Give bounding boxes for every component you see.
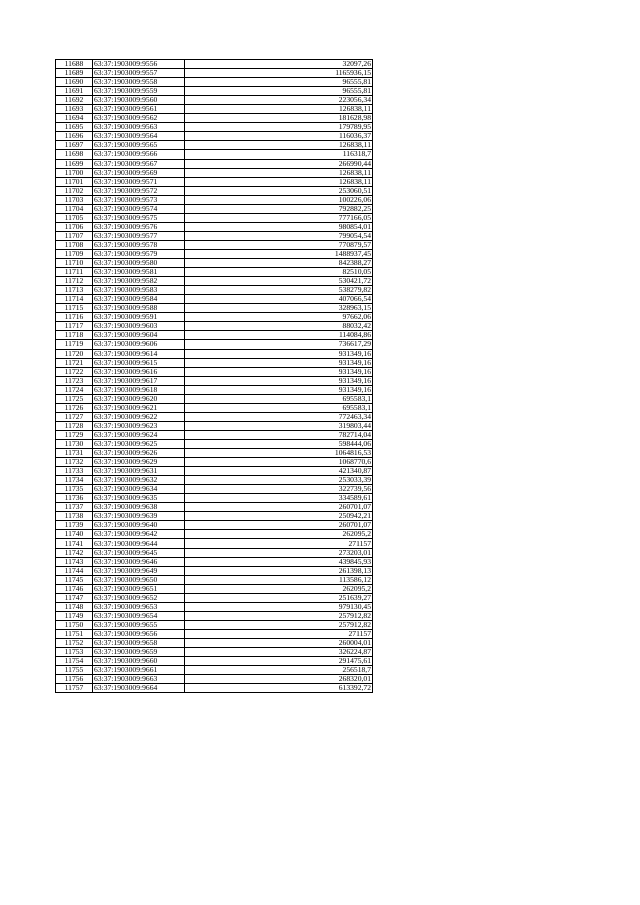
row-number-cell: 11748 — [56, 602, 93, 611]
cadastral-value-cell: 261398,13 — [185, 566, 373, 575]
cadastral-value-cell: 328963,15 — [185, 304, 373, 313]
cadastral-value-cell: 262095,2 — [185, 530, 373, 539]
table-row — [56, 204, 373, 213]
row-number-cell: 11691 — [56, 87, 93, 96]
table-row — [56, 566, 373, 575]
cadastral-number-cell: 63:37:1903009:9620 — [93, 394, 185, 403]
cadastral-value-cell: 257912,82 — [185, 620, 373, 629]
cadastral-number-cell: 63:37:1903009:9573 — [93, 195, 185, 204]
row-number-cell: 11746 — [56, 584, 93, 593]
row-number-cell: 11741 — [56, 539, 93, 548]
row-number-cell: 11708 — [56, 240, 93, 249]
cadastral-number-cell: 63:37:1903009:9640 — [93, 521, 185, 530]
cadastral-number-cell: 63:37:1903009:9574 — [93, 204, 185, 213]
table-row — [56, 295, 373, 304]
table-row — [56, 132, 373, 141]
row-number-cell: 11733 — [56, 467, 93, 476]
cadastral-value-cell: 82510,05 — [185, 268, 373, 277]
row-number-cell: 11756 — [56, 675, 93, 684]
row-number-cell: 11732 — [56, 458, 93, 467]
cadastral-value-cell: 538279,82 — [185, 286, 373, 295]
cadastral-value-cell: 842388,27 — [185, 259, 373, 268]
table-body — [56, 60, 373, 693]
cadastral-number-cell: 63:37:1903009:9654 — [93, 611, 185, 620]
cadastral-number-cell: 63:37:1903009:9629 — [93, 458, 185, 467]
row-number-cell: 11705 — [56, 213, 93, 222]
row-number-cell: 11730 — [56, 439, 93, 448]
cadastral-value-cell: 126838,11 — [185, 141, 373, 150]
table-row — [56, 684, 373, 693]
cadastral-value-cell: 116036,37 — [185, 132, 373, 141]
cadastral-value-cell: 322739,56 — [185, 485, 373, 494]
cadastral-value-cell: 319803,44 — [185, 421, 373, 430]
cadastral-value-cell: 271157 — [185, 539, 373, 548]
cadastral-number-cell: 63:37:1903009:9625 — [93, 439, 185, 448]
cadastral-value-cell: 421340,87 — [185, 467, 373, 476]
cadastral-value-cell: 772463,34 — [185, 412, 373, 421]
row-number-cell: 11711 — [56, 268, 93, 277]
row-number-cell: 11700 — [56, 168, 93, 177]
cadastral-number-cell: 63:37:1903009:9649 — [93, 566, 185, 575]
table-row — [56, 60, 373, 69]
row-number-cell: 11737 — [56, 503, 93, 512]
cadastral-value-cell: 770879,57 — [185, 240, 373, 249]
row-number-cell: 11709 — [56, 249, 93, 258]
row-number-cell: 11718 — [56, 331, 93, 340]
table-row — [56, 657, 373, 666]
row-number-cell: 11727 — [56, 412, 93, 421]
table-row — [56, 530, 373, 539]
table-row — [56, 259, 373, 268]
cadastral-value-cell: 126838,11 — [185, 177, 373, 186]
cadastral-value-cell: 88032,42 — [185, 322, 373, 331]
table-row — [56, 240, 373, 249]
cadastral-value-cell: 931349,16 — [185, 349, 373, 358]
row-number-cell: 11706 — [56, 222, 93, 231]
row-number-cell: 11726 — [56, 403, 93, 412]
row-number-cell: 11720 — [56, 349, 93, 358]
table-row — [56, 304, 373, 313]
cadastral-number-cell: 63:37:1903009:9603 — [93, 322, 185, 331]
cadastral-number-cell: 63:37:1903009:9634 — [93, 485, 185, 494]
cadastral-number-cell: 63:37:1903009:9558 — [93, 78, 185, 87]
cadastral-number-cell: 63:37:1903009:9588 — [93, 304, 185, 313]
table-row — [56, 458, 373, 467]
cadastral-number-cell: 63:37:1903009:9650 — [93, 575, 185, 584]
cadastral-number-cell: 63:37:1903009:9658 — [93, 639, 185, 648]
table-row — [56, 539, 373, 548]
row-number-cell: 11697 — [56, 141, 93, 150]
table-row — [56, 494, 373, 503]
cadastral-number-cell: 63:37:1903009:9566 — [93, 150, 185, 159]
cadastral-number-cell: 63:37:1903009:9561 — [93, 105, 185, 114]
row-number-cell: 11725 — [56, 394, 93, 403]
table-row — [56, 159, 373, 168]
cadastral-number-cell: 63:37:1903009:9584 — [93, 295, 185, 304]
cadastral-number-cell: 63:37:1903009:9622 — [93, 412, 185, 421]
row-number-cell: 11744 — [56, 566, 93, 575]
row-number-cell: 11728 — [56, 421, 93, 430]
cadastral-number-cell: 63:37:1903009:9614 — [93, 349, 185, 358]
cadastral-number-cell: 63:37:1903009:9644 — [93, 539, 185, 548]
row-number-cell: 11736 — [56, 494, 93, 503]
table-row — [56, 449, 373, 458]
cadastral-value-cell: 253033,39 — [185, 476, 373, 485]
table-row — [56, 313, 373, 322]
table-row — [56, 602, 373, 611]
table-row — [56, 277, 373, 286]
table-row — [56, 78, 373, 87]
row-number-cell: 11757 — [56, 684, 93, 693]
cadastral-value-cell: 439845,93 — [185, 557, 373, 566]
table-row — [56, 186, 373, 195]
table-row — [56, 557, 373, 566]
cadastral-number-cell: 63:37:1903009:9556 — [93, 60, 185, 69]
cadastral-number-cell: 63:37:1903009:9604 — [93, 331, 185, 340]
row-number-cell: 11707 — [56, 231, 93, 240]
table-row — [56, 268, 373, 277]
cadastral-value-cell: 100226,06 — [185, 195, 373, 204]
row-number-cell: 11735 — [56, 485, 93, 494]
table-row — [56, 87, 373, 96]
row-number-cell: 11752 — [56, 639, 93, 648]
cadastral-number-cell: 63:37:1903009:9575 — [93, 213, 185, 222]
table-row — [56, 675, 373, 684]
row-number-cell: 11749 — [56, 611, 93, 620]
cadastral-value-cell: 260701,07 — [185, 521, 373, 530]
row-number-cell: 11699 — [56, 159, 93, 168]
cadastral-value-cell: 257912,82 — [185, 611, 373, 620]
cadastral-number-cell: 63:37:1903009:9571 — [93, 177, 185, 186]
cadastral-number-cell: 63:37:1903009:9631 — [93, 467, 185, 476]
cadastral-value-cell: 32097,26 — [185, 60, 373, 69]
cadastral-value-cell: 1488937,45 — [185, 249, 373, 258]
cadastral-number-cell: 63:37:1903009:9646 — [93, 557, 185, 566]
cadastral-number-cell: 63:37:1903009:9576 — [93, 222, 185, 231]
table-row — [56, 322, 373, 331]
cadastral-number-cell: 63:37:1903009:9655 — [93, 620, 185, 629]
cadastral-value-cell: 1064816,53 — [185, 449, 373, 458]
cadastral-value-cell: 326224,87 — [185, 648, 373, 657]
row-number-cell: 11694 — [56, 114, 93, 123]
row-number-cell: 11754 — [56, 657, 93, 666]
cadastral-number-cell: 63:37:1903009:9661 — [93, 666, 185, 675]
cadastral-number-cell: 63:37:1903009:9569 — [93, 168, 185, 177]
cadastral-value-cell: 980854,01 — [185, 222, 373, 231]
table-row — [56, 548, 373, 557]
cadastral-value-cell: 250942,21 — [185, 512, 373, 521]
row-number-cell: 11714 — [56, 295, 93, 304]
cadastral-value-cell: 266990,44 — [185, 159, 373, 168]
cadastral-number-cell: 63:37:1903009:9618 — [93, 385, 185, 394]
cadastral-number-cell: 63:37:1903009:9560 — [93, 96, 185, 105]
cadastral-number-cell: 63:37:1903009:9639 — [93, 512, 185, 521]
table-row — [56, 620, 373, 629]
cadastral-number-cell: 63:37:1903009:9632 — [93, 476, 185, 485]
cadastral-value-cell: 251639,27 — [185, 593, 373, 602]
cadastral-value-cell: 782714,04 — [185, 430, 373, 439]
cadastral-value-cell: 126838,11 — [185, 105, 373, 114]
row-number-cell: 11729 — [56, 430, 93, 439]
cadastral-number-cell: 63:37:1903009:9572 — [93, 186, 185, 195]
table-row — [56, 96, 373, 105]
table-row — [56, 403, 373, 412]
cadastral-number-cell: 63:37:1903009:9563 — [93, 123, 185, 132]
cadastral-value-cell: 260701,07 — [185, 503, 373, 512]
cadastral-number-cell: 63:37:1903009:9642 — [93, 530, 185, 539]
row-number-cell: 11722 — [56, 367, 93, 376]
row-number-cell: 11745 — [56, 575, 93, 584]
cadastral-value-cell: 1165936,15 — [185, 69, 373, 78]
table-row — [56, 349, 373, 358]
table-row — [56, 629, 373, 638]
table-row — [56, 575, 373, 584]
row-number-cell: 11751 — [56, 629, 93, 638]
table-row — [56, 376, 373, 385]
cadastral-value-cell: 979130,45 — [185, 602, 373, 611]
cadastral-value-cell: 695583,1 — [185, 394, 373, 403]
row-number-cell: 11712 — [56, 277, 93, 286]
row-number-cell: 11724 — [56, 385, 93, 394]
row-number-cell: 11688 — [56, 60, 93, 69]
table-row — [56, 521, 373, 530]
table-row — [56, 331, 373, 340]
row-number-cell: 11740 — [56, 530, 93, 539]
table-row — [56, 439, 373, 448]
cadastral-value-cell: 777166,05 — [185, 213, 373, 222]
row-number-cell: 11716 — [56, 313, 93, 322]
table-row — [56, 367, 373, 376]
row-number-cell: 11703 — [56, 195, 93, 204]
cadastral-value-cell: 931349,16 — [185, 385, 373, 394]
table-row — [56, 123, 373, 132]
row-number-cell: 11702 — [56, 186, 93, 195]
cadastral-number-cell: 63:37:1903009:9557 — [93, 69, 185, 78]
cadastral-number-cell: 63:37:1903009:9591 — [93, 313, 185, 322]
table-row — [56, 213, 373, 222]
table-row — [56, 141, 373, 150]
cadastral-value-cell: 736617,29 — [185, 340, 373, 349]
cadastral-number-cell: 63:37:1903009:9663 — [93, 675, 185, 684]
row-number-cell: 11738 — [56, 512, 93, 521]
cadastral-value-cell: 407066,54 — [185, 295, 373, 304]
cadastral-value-cell: 334589,61 — [185, 494, 373, 503]
cadastral-number-cell: 63:37:1903009:9623 — [93, 421, 185, 430]
cadastral-number-cell: 63:37:1903009:9606 — [93, 340, 185, 349]
cadastral-number-cell: 63:37:1903009:9651 — [93, 584, 185, 593]
row-number-cell: 11715 — [56, 304, 93, 313]
table-row — [56, 195, 373, 204]
cadastral-number-cell: 63:37:1903009:9582 — [93, 277, 185, 286]
cadastral-value-cell: 273203,01 — [185, 548, 373, 557]
cadastral-number-cell: 63:37:1903009:9615 — [93, 358, 185, 367]
cadastral-number-cell: 63:37:1903009:9562 — [93, 114, 185, 123]
row-number-cell: 11693 — [56, 105, 93, 114]
row-number-cell: 11717 — [56, 322, 93, 331]
cadastral-value-cell: 96555,81 — [185, 78, 373, 87]
table-row — [56, 412, 373, 421]
cadastral-value-cell: 113586,12 — [185, 575, 373, 584]
cadastral-value-cell: 931349,16 — [185, 376, 373, 385]
row-number-cell: 11755 — [56, 666, 93, 675]
cadastral-value-cell: 268320,01 — [185, 675, 373, 684]
table-row — [56, 611, 373, 620]
cadastral-number-cell: 63:37:1903009:9581 — [93, 268, 185, 277]
cadastral-value-cell: 530421,72 — [185, 277, 373, 286]
cadastral-value-cell: 931349,16 — [185, 367, 373, 376]
table-row — [56, 584, 373, 593]
table-row — [56, 593, 373, 602]
cadastral-value-cell: 1068770,6 — [185, 458, 373, 467]
cadastral-number-cell: 63:37:1903009:9559 — [93, 87, 185, 96]
table-row — [56, 286, 373, 295]
cadastral-value-cell: 695583,1 — [185, 403, 373, 412]
row-number-cell: 11742 — [56, 548, 93, 557]
cadastral-number-cell: 63:37:1903009:9656 — [93, 629, 185, 638]
cadastral-number-cell: 63:37:1903009:9660 — [93, 657, 185, 666]
table-row — [56, 231, 373, 240]
cadastral-number-cell: 63:37:1903009:9635 — [93, 494, 185, 503]
table-row — [56, 476, 373, 485]
cadastral-value-cell: 291475,61 — [185, 657, 373, 666]
cadastral-value-cell: 271157 — [185, 629, 373, 638]
table-row — [56, 105, 373, 114]
table-row — [56, 69, 373, 78]
cadastral-value-cell: 97662,06 — [185, 313, 373, 322]
table-row — [56, 150, 373, 159]
row-number-cell: 11689 — [56, 69, 93, 78]
row-number-cell: 11743 — [56, 557, 93, 566]
table-row — [56, 467, 373, 476]
row-number-cell: 11750 — [56, 620, 93, 629]
cadastral-number-cell: 63:37:1903009:9579 — [93, 249, 185, 258]
row-number-cell: 11719 — [56, 340, 93, 349]
row-number-cell: 11747 — [56, 593, 93, 602]
cadastral-value-cell: 223056,34 — [185, 96, 373, 105]
table-row — [56, 394, 373, 403]
cadastral-value-cell: 96555,81 — [185, 87, 373, 96]
row-number-cell: 11713 — [56, 286, 93, 295]
table-row — [56, 485, 373, 494]
cadastral-value-cell: 931349,16 — [185, 358, 373, 367]
cadastral-value-cell: 598444,06 — [185, 439, 373, 448]
table-row — [56, 222, 373, 231]
cadastral-value-cell: 613392,72 — [185, 684, 373, 693]
cadastral-number-cell: 63:37:1903009:9645 — [93, 548, 185, 557]
table-row — [56, 639, 373, 648]
row-number-cell: 11695 — [56, 123, 93, 132]
table-row — [56, 421, 373, 430]
table-row — [56, 177, 373, 186]
row-number-cell: 11739 — [56, 521, 93, 530]
row-number-cell: 11734 — [56, 476, 93, 485]
row-number-cell: 11704 — [56, 204, 93, 213]
table-row — [56, 512, 373, 521]
cadastral-value-cell: 181628,98 — [185, 114, 373, 123]
cadastral-number-cell: 63:37:1903009:9583 — [93, 286, 185, 295]
cadastral-number-cell: 63:37:1903009:9621 — [93, 403, 185, 412]
cadastral-number-cell: 63:37:1903009:9577 — [93, 231, 185, 240]
cadastral-number-cell: 63:37:1903009:9659 — [93, 648, 185, 657]
cadastral-value-cell: 114084,86 — [185, 331, 373, 340]
table-row — [56, 340, 373, 349]
cadastral-number-cell: 63:37:1903009:9652 — [93, 593, 185, 602]
cadastral-value-cell: 792882,25 — [185, 204, 373, 213]
cadastral-number-cell: 63:37:1903009:9664 — [93, 684, 185, 693]
cadastral-number-cell: 63:37:1903009:9580 — [93, 259, 185, 268]
table-row — [56, 648, 373, 657]
cadastral-value-cell: 262095,2 — [185, 584, 373, 593]
row-number-cell: 11710 — [56, 259, 93, 268]
cadastral-number-cell: 63:37:1903009:9567 — [93, 159, 185, 168]
cadastral-value-cell: 256518,7 — [185, 666, 373, 675]
cadastral-number-cell: 63:37:1903009:9626 — [93, 449, 185, 458]
table-row — [56, 249, 373, 258]
table-row — [56, 503, 373, 512]
table-row — [56, 114, 373, 123]
cadastral-value-cell: 253060,51 — [185, 186, 373, 195]
cadastral-value-cell: 179789,95 — [185, 123, 373, 132]
row-number-cell: 11753 — [56, 648, 93, 657]
table-row — [56, 358, 373, 367]
cadastral-number-cell: 63:37:1903009:9638 — [93, 503, 185, 512]
table-row — [56, 666, 373, 675]
row-number-cell: 11721 — [56, 358, 93, 367]
row-number-cell: 11690 — [56, 78, 93, 87]
row-number-cell: 11731 — [56, 449, 93, 458]
cadastral-value-cell: 116318,7 — [185, 150, 373, 159]
cadastral-value-cell: 126838,11 — [185, 168, 373, 177]
cadastral-value-table — [55, 59, 373, 693]
table-row — [56, 430, 373, 439]
cadastral-number-cell: 63:37:1903009:9616 — [93, 367, 185, 376]
cadastral-number-cell: 63:37:1903009:9565 — [93, 141, 185, 150]
cadastral-value-cell: 260004,01 — [185, 639, 373, 648]
row-number-cell: 11698 — [56, 150, 93, 159]
table-row — [56, 168, 373, 177]
cadastral-number-cell: 63:37:1903009:9653 — [93, 602, 185, 611]
cadastral-number-cell: 63:37:1903009:9564 — [93, 132, 185, 141]
table-row — [56, 385, 373, 394]
row-number-cell: 11701 — [56, 177, 93, 186]
cadastral-number-cell: 63:37:1903009:9617 — [93, 376, 185, 385]
cadastral-value-cell: 799054,54 — [185, 231, 373, 240]
row-number-cell: 11723 — [56, 376, 93, 385]
row-number-cell: 11692 — [56, 96, 93, 105]
cadastral-number-cell: 63:37:1903009:9624 — [93, 430, 185, 439]
cadastral-number-cell: 63:37:1903009:9578 — [93, 240, 185, 249]
row-number-cell: 11696 — [56, 132, 93, 141]
